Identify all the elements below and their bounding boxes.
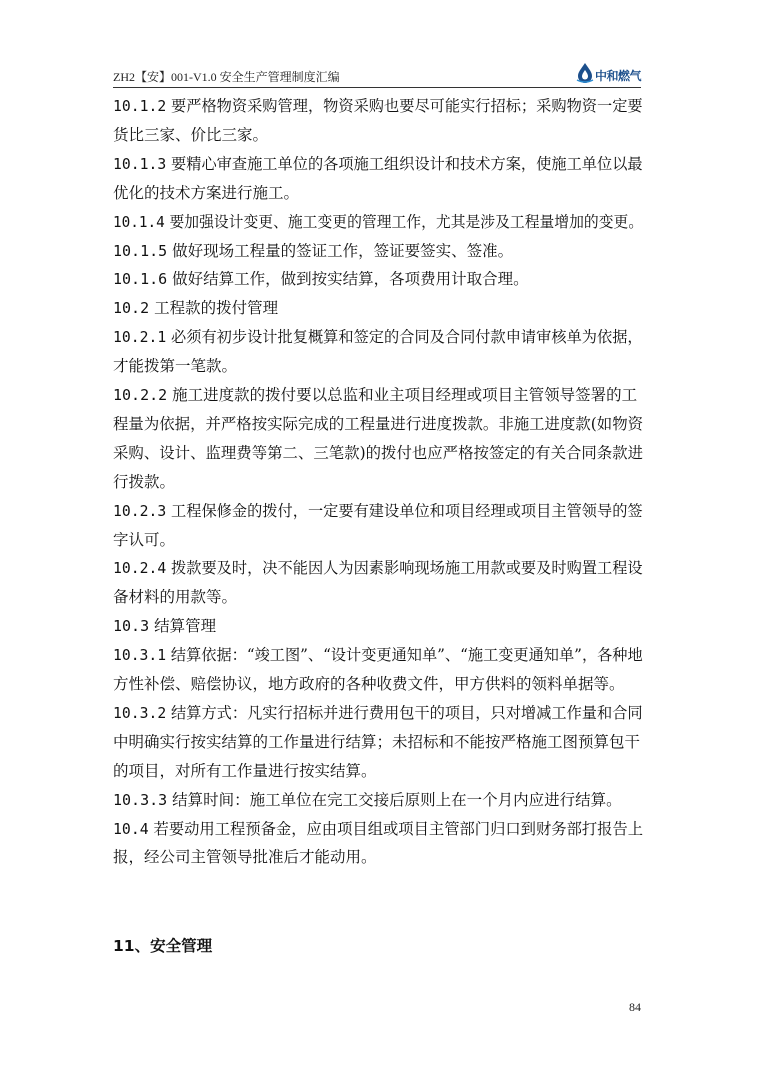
body-line: [113, 847, 377, 869]
clause-number: 10.2.2: [113, 386, 168, 404]
clause-text: 结算时间：施工单位在完工交接后原则上在一个月内应进行结算。: [172, 790, 622, 809]
body-line: [113, 790, 622, 812]
body-line: [113, 761, 377, 783]
clause-number: 10.3.2: [113, 703, 167, 722]
clause-number: 10.4: [113, 819, 149, 838]
page-number: 84: [629, 1000, 641, 1014]
body-line: [113, 212, 643, 234]
logo-text: 中和燃气: [595, 69, 642, 83]
clause-number: 10.1.2: [113, 97, 167, 115]
clause-text: 程量为依据，并严格按实际完成的工程量进行进度拨款。非施工进度款(如物资: [113, 414, 644, 433]
body-line: [113, 356, 237, 378]
clause-text: 若要动用工程预备金，应由项目组或项目主管部门归口到财务部打报告上: [153, 819, 644, 838]
clause-text: 工程保修金的拨付，一定要有建设单位和项目经理或项目主管领导的签: [171, 501, 643, 520]
clause-number: 10.3.3: [113, 790, 168, 809]
clause-text: 优化的技术方案进行施工。: [113, 183, 300, 202]
clause-number: 10.3.1: [113, 646, 167, 665]
body-line: [113, 241, 513, 263]
body-line: [113, 616, 216, 638]
clause-text: 字认可。: [113, 530, 176, 549]
body-line: [113, 125, 268, 147]
company-logo: [575, 58, 641, 86]
clause-text: 方性补偿、赔偿协议，地方政府的各种收费文件，甲方供料的领料单据等。: [113, 675, 625, 693]
clause-text: 结算方式：凡实行招标并进行费用包干的项目，只对增减工作量和合同: [171, 703, 643, 722]
body-line: [113, 298, 278, 320]
clause-text: 做好现场工程量的签证工作，签证要签实、签准。: [172, 241, 514, 260]
clause-text: 中明确实行按实结算的工作量进行结算；未招标和不能按严格施工图预算包干: [113, 732, 641, 751]
body-line: [113, 558, 643, 580]
body-line: [113, 269, 529, 291]
clause-number: 10.2.1: [113, 328, 167, 347]
clause-text: 要精心审查施工单位的各项施工组织设计和技术方案，使施工单位以最: [171, 154, 643, 173]
body-line: [113, 501, 643, 523]
clause-text: 行拨款。: [113, 472, 176, 491]
body-line: [113, 530, 175, 552]
clause-text: 结算管理: [154, 617, 217, 636]
flame-drop-icon: [575, 62, 595, 84]
clause-number: 10.2.4: [113, 559, 167, 578]
clause-text: 必须有初步设计批复概算和签定的合同及合同付款申请审核单为依据，: [171, 328, 643, 347]
body-line: [113, 327, 643, 349]
clause-number: 10.1.4: [113, 212, 165, 231]
clause-text: 的项目，对所有工作量进行按实结算。: [113, 761, 377, 780]
document-title: ZH2【安】001-V1.0 安全生产管理制度汇编: [113, 70, 340, 84]
clause-number: 10.1.6: [113, 270, 168, 289]
body-line: [113, 443, 643, 465]
clause-text: 要加强设计变更、施工变更的管理工作，尤其是涉及工程量增加的变更。: [169, 212, 644, 231]
page-header: [113, 58, 641, 88]
clause-text: 结算依据：“竣工图”、“设计变更通知单”、“施工变更通知单”，各种地: [170, 646, 643, 665]
clause-text: 采购、设计、监理费等第二、三笔款)的拨付也应严格按签定的有关合同条款进: [113, 443, 644, 462]
body-line: [113, 414, 643, 436]
clause-text: 要严格物资采购管理，物资采购也要尽可能实行招标；采购物资一定要: [171, 97, 643, 115]
body-line: [113, 183, 299, 205]
clause-number: 10.2.3: [113, 501, 167, 520]
body-line: [113, 385, 637, 407]
body-line: [113, 732, 640, 754]
clause-text: 才能拨第一笔款。: [113, 357, 238, 376]
body-line: [113, 154, 643, 176]
body-line: [113, 96, 643, 118]
clause-text: 备材料的用款等。: [113, 588, 238, 607]
body-line: [113, 472, 175, 494]
section-heading: 11、安全管理: [113, 937, 213, 955]
clause-number: 10.3: [113, 617, 150, 636]
clause-text: 做好结算工作，做到按实结算，各项费用计取合理。: [172, 270, 529, 289]
clause-text: 拨款要及时，决不能因人为因素影响现场施工用款或要及时购置工程设: [171, 559, 643, 578]
body-line: [113, 645, 643, 667]
clause-number: 10.1.3: [113, 154, 167, 173]
body-line: [113, 587, 237, 609]
body-line: [113, 819, 643, 841]
header-divider: [113, 87, 641, 88]
clause-number: 10.1.5: [113, 241, 168, 260]
body-line: [113, 674, 625, 696]
clause-text: 货比三家、价比三家。: [113, 125, 269, 144]
clause-text: 施工进度款的拨付要以总监和业主项目经理或项目主管领导签署的工: [172, 386, 638, 404]
body-line: [113, 703, 643, 725]
clause-number: 10.2: [113, 299, 150, 318]
clause-text: 报，经公司主管领导批准后才能动用。: [113, 848, 377, 867]
clause-text: 工程款的拨付管理: [154, 299, 279, 318]
